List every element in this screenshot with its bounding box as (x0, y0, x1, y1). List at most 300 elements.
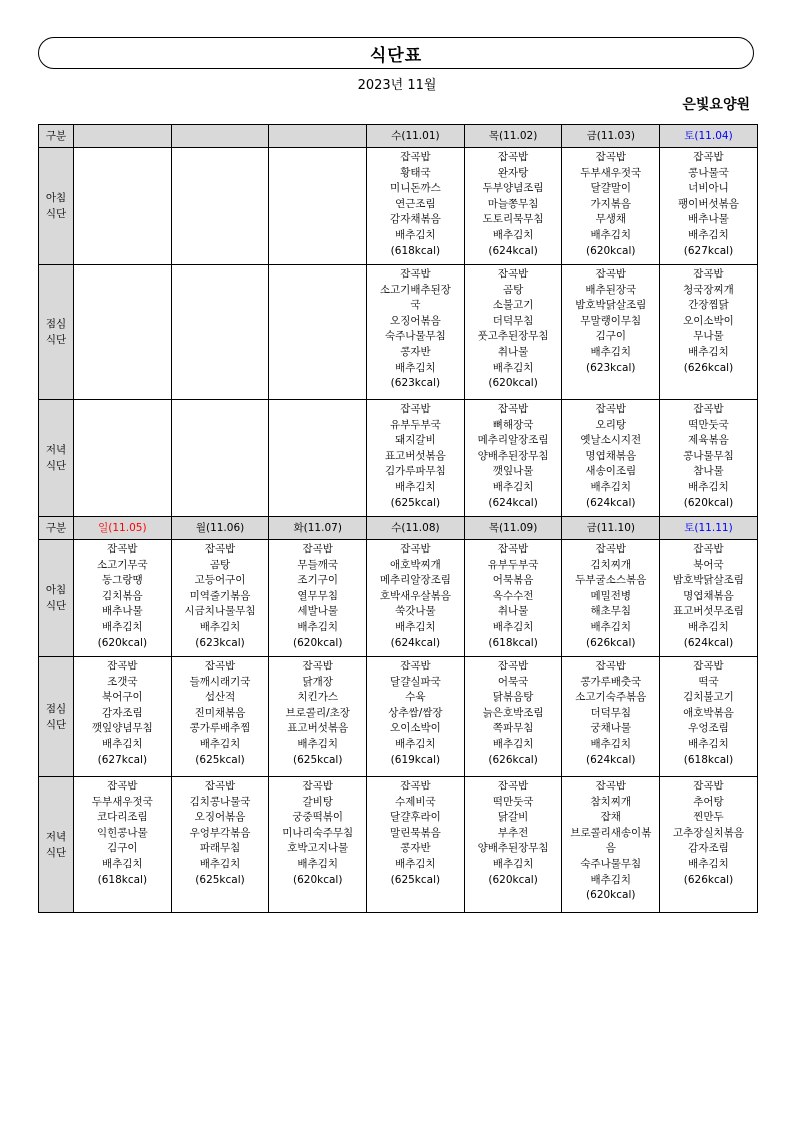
menu-line: 치킨가스 (297, 691, 338, 704)
menu-cell (562, 265, 660, 400)
menu-line: 잡곡밥 (497, 151, 529, 163)
menu-cell (269, 148, 367, 265)
day-header: 목(11.02) (464, 125, 562, 148)
menu-line: 배추김치 (395, 857, 436, 870)
menu-cell (269, 265, 367, 400)
day-header: 수(11.01) (367, 125, 465, 148)
menu-line: 잡곡밥 (400, 403, 431, 415)
menu-cell (660, 148, 758, 265)
menu-line: 미역줄기볶음 (189, 589, 251, 602)
menu-cell (74, 540, 172, 657)
menu-cell (74, 657, 172, 777)
menu-line: 배추김치 (492, 620, 534, 633)
menu-line: 세발나물 (297, 605, 338, 618)
org-name: 은빛요양원 (682, 97, 750, 113)
menu-line: 잡곡밥 (595, 268, 626, 280)
menu-line: 돼지갈비 (395, 434, 436, 447)
menu-line: (618kcal) (488, 636, 538, 649)
menu-line: 무생채 (595, 213, 626, 226)
menu-line: 새송이조림 (585, 465, 637, 478)
menu-cell (464, 540, 562, 657)
menu-line: (623kcal) (586, 361, 636, 374)
menu-line: 아침 (45, 192, 67, 204)
menu-line: 숙주나물무침 (384, 330, 446, 343)
menu-line: 배추김치 (199, 857, 241, 870)
menu-table-body (39, 125, 758, 913)
menu-line: 표고버섯무조림 (672, 605, 744, 618)
meal-row (39, 400, 758, 517)
menu-line: 잡곡밥 (400, 780, 431, 792)
menu-line: 양배추된장무침 (477, 449, 549, 462)
menu-line: 깻잎나물 (492, 465, 534, 478)
menu-line: 황태국 (400, 166, 431, 179)
menu-line: 배추김치 (395, 620, 436, 633)
menu-cell (74, 148, 172, 265)
menu-line: 무들깨국 (297, 558, 338, 571)
menu-line: (624kcal) (586, 753, 636, 766)
menu-line: (620kcal) (586, 889, 636, 902)
menu-line: 잡곡밥 (693, 543, 724, 555)
menu-cell (562, 400, 660, 517)
menu-line: 숙주나물무침 (580, 857, 642, 870)
menu-line: 들깨시래기국 (189, 675, 251, 688)
menu-line: (619kcal) (390, 753, 441, 766)
menu-line: 닭갈비 (497, 811, 529, 824)
day-header: 토(11.11) (660, 517, 758, 540)
menu-line: (618kcal) (390, 244, 441, 257)
menu-line: 국 (410, 299, 421, 312)
meal-label (39, 265, 74, 400)
menu-line: 식단 (45, 846, 67, 859)
menu-line: 배추김치 (395, 361, 436, 374)
menu-line: (625kcal) (390, 873, 441, 886)
menu-cell (269, 657, 367, 777)
menu-line: 배추김치 (395, 737, 436, 750)
menu-cell (171, 540, 269, 657)
menu-line: (623kcal) (390, 377, 441, 390)
day-header: 토(11.04) (660, 125, 758, 148)
menu-line: 북어구이 (102, 691, 143, 704)
menu-line: 북어국 (693, 558, 724, 571)
menu-line: 너비아니 (688, 182, 729, 195)
day-header: 수(11.08) (367, 517, 465, 540)
menu-line: 배추김치 (492, 361, 534, 374)
menu-line: 잡곡밥 (107, 660, 138, 672)
menu-line: 쪽파무침 (492, 722, 534, 735)
menu-line: 밤호박닭살조림 (575, 299, 647, 312)
menu-line: (624kcal) (488, 496, 538, 509)
menu-line: 잡곡밥 (107, 780, 138, 792)
day-header (269, 125, 367, 148)
menu-line: 부추전 (497, 826, 529, 839)
day-header: 금(11.03) (562, 125, 660, 148)
menu-line: 가지볶음 (590, 197, 632, 210)
menu-line: (625kcal) (390, 496, 441, 509)
menu-cell (660, 400, 758, 517)
menu-line: (625kcal) (195, 753, 245, 766)
menu-cell (367, 657, 465, 777)
menu-line: 배추김치 (688, 620, 729, 633)
menu-line: 메추리알장조림 (477, 434, 549, 447)
meal-row (39, 148, 758, 265)
menu-cell (464, 148, 562, 265)
menu-line: 배추김치 (199, 737, 241, 750)
menu-line: 열무무침 (297, 589, 338, 602)
menu-line: 호박고지나물 (287, 842, 349, 855)
menu-line: 잡곡밥 (693, 780, 724, 792)
menu-line: 김치찌개 (590, 558, 632, 571)
menu-line: 소고기무국 (96, 558, 148, 571)
menu-line: 궁채나물 (590, 722, 632, 735)
menu-line: 잡곡밥 (400, 268, 431, 280)
menu-line: 잡곡밥 (107, 543, 138, 555)
menu-line: 고추장실치볶음 (672, 826, 744, 839)
menu-line: 수육 (405, 691, 426, 704)
menu-cell (269, 777, 367, 913)
menu-line: 애호박볶음 (683, 706, 734, 719)
menu-line: (626kcal) (683, 361, 734, 374)
menu-line: 파래무침 (199, 842, 241, 855)
menu-line: (624kcal) (390, 636, 441, 649)
menu-line: 아침 (45, 584, 67, 596)
menu-line: 식단 (45, 460, 67, 472)
menu-line: 김가루파무침 (384, 465, 446, 478)
menu-line: 배추김치 (492, 737, 534, 750)
day-header: 일(11.05) (74, 517, 172, 540)
menu-cell (74, 265, 172, 400)
menu-line: 잡곡밥 (693, 403, 724, 415)
menu-line: 식단 (45, 600, 67, 612)
menu-line: 우엉조림 (688, 722, 729, 735)
menu-line: (624kcal) (683, 636, 734, 649)
menu-cell (367, 540, 465, 657)
menu-line: 배추김치 (492, 857, 534, 870)
menu-line: 진미채볶음 (194, 706, 246, 719)
menu-line: 잡곡밥 (204, 660, 236, 672)
menu-line: 김구이 (107, 842, 138, 855)
menu-line: 표고버섯볶음 (287, 722, 349, 735)
menu-line: 표고버섯볶음 (384, 449, 446, 462)
menu-line: 참나물 (693, 465, 724, 478)
menu-line: (620kcal) (586, 244, 636, 257)
menu-line: 감자조림 (102, 706, 143, 719)
menu-line: 배추김치 (199, 620, 241, 633)
menu-line: 점심 (45, 702, 67, 715)
menu-line: 배추김치 (297, 857, 338, 870)
menu-cell (562, 777, 660, 913)
menu-line: 점심 (45, 318, 67, 330)
menu-line: 완자탕 (497, 166, 529, 179)
menu-line: 달걀말이 (590, 182, 632, 195)
menu-line: 유부두부국 (487, 558, 539, 571)
menu-line: 배추김치 (395, 228, 436, 241)
menu-cell (367, 265, 465, 400)
menu-line: 우엉부각볶음 (189, 826, 251, 839)
menu-line: 명엽채볶음 (683, 589, 734, 602)
menu-line: 팽이버섯볶음 (678, 197, 739, 210)
menu-line: 배추김치 (102, 737, 143, 750)
menu-line: 취나물 (497, 345, 529, 358)
meal-label (39, 400, 74, 517)
menu-line: 어묵국 (497, 675, 529, 688)
menu-cell (660, 657, 758, 777)
menu-line: 연근조림 (395, 197, 436, 210)
menu-line: 깻잎양념무침 (91, 722, 153, 735)
menu-cell (464, 265, 562, 400)
menu-line: 김치볶음 (102, 589, 143, 602)
menu-line: 잡곡밥 (302, 543, 333, 555)
menu-line: 코다리조림 (96, 811, 148, 824)
menu-line: 김구이 (595, 330, 626, 343)
menu-line: 해초무침 (590, 605, 632, 618)
menu-line: 배추김치 (590, 873, 632, 886)
menu-line: (624kcal) (586, 496, 636, 509)
menu-line: 잡곡밥 (204, 780, 236, 792)
menu-line: 배추김치 (492, 480, 534, 493)
menu-line: 도토리묵무침 (482, 213, 544, 226)
menu-cell (367, 400, 465, 517)
menu-line: (620kcal) (683, 496, 734, 509)
menu-line: 양배추된장무침 (477, 842, 549, 855)
menu-line: 무말랭이무침 (580, 314, 642, 327)
meal-row (39, 265, 758, 400)
menu-line: 배추김치 (590, 345, 632, 358)
menu-line: 섭산적 (204, 691, 236, 704)
menu-line: 배추김치 (102, 857, 143, 870)
menu-line: 떡만둣국 (492, 795, 534, 808)
menu-line: 저녁 (45, 444, 67, 456)
header-label: 구분 (39, 125, 74, 148)
menu-line: 김치불고기 (683, 691, 734, 704)
menu-line: 음 (605, 842, 616, 855)
menu-line: 참치찌개 (590, 795, 632, 808)
menu-line: (626kcal) (683, 873, 734, 886)
menu-line: 두부새우젓국 (580, 166, 642, 179)
meal-row (39, 540, 758, 657)
menu-line: 닭볶음탕 (492, 691, 534, 704)
menu-cell (464, 657, 562, 777)
menu-line: 제육볶음 (688, 434, 729, 447)
menu-line: 곰탕 (209, 558, 231, 571)
menu-line: 유부두부국 (390, 418, 441, 431)
menu-line: 간장찜닭 (688, 299, 729, 312)
menu-cell (464, 400, 562, 517)
menu-line: (625kcal) (292, 753, 343, 766)
menu-line: 두부새우젓국 (91, 795, 153, 808)
menu-line: 감자채볶음 (390, 213, 441, 226)
menu-cell (74, 400, 172, 517)
menu-line: (624kcal) (488, 244, 538, 257)
menu-line: 잡곡밥 (400, 660, 431, 672)
menu-line: 두부굴소스볶음 (575, 574, 647, 587)
meal-label (39, 540, 74, 657)
menu-line: 조기구이 (297, 574, 338, 587)
menu-line: 미나리숙주무침 (282, 826, 354, 839)
day-header: 월(11.06) (171, 517, 269, 540)
menu-line: 오징어볶음 (194, 811, 246, 824)
day-header: 목(11.09) (464, 517, 562, 540)
menu-line: 잡곡밥 (595, 780, 626, 792)
menu-line: 조갯국 (107, 675, 138, 688)
menu-line: (627kcal) (97, 753, 148, 766)
menu-line: 풋고추된장무침 (477, 330, 549, 343)
menu-line: 배추나물 (102, 605, 143, 618)
menu-cell (367, 777, 465, 913)
menu-cell (269, 540, 367, 657)
menu-line: 식단 (45, 718, 67, 731)
menu-line: 오이소박이 (683, 314, 734, 327)
menu-line: 잡곡밥 (204, 543, 236, 555)
menu-line: 오리탕 (595, 418, 626, 431)
menu-line: (620kcal) (292, 873, 343, 886)
menu-line: 뼈해장국 (492, 418, 534, 431)
menu-table (38, 124, 758, 913)
menu-cell (660, 540, 758, 657)
menu-line: 잡곡밥 (497, 403, 529, 415)
menu-line: 밤호박닭살조림 (672, 574, 744, 587)
day-header: 화(11.07) (269, 517, 367, 540)
menu-line: 잡곡밥 (595, 403, 626, 415)
menu-line: 배추김치 (590, 480, 632, 493)
menu-line: 콩나물무침 (683, 449, 734, 462)
menu-line: 잡곡밥 (497, 268, 529, 280)
day-header (74, 125, 172, 148)
menu-line: 메추리알장조림 (379, 574, 451, 587)
meal-label (39, 657, 74, 777)
menu-line: 콩나물국 (688, 166, 729, 179)
menu-line: 수제비국 (395, 795, 436, 808)
menu-cell (171, 400, 269, 517)
menu-line: 익힌콩나물 (96, 826, 148, 839)
menu-cell (74, 777, 172, 913)
menu-line: 배추김치 (492, 228, 534, 241)
menu-line: 잡곡밥 (595, 660, 626, 672)
menu-line: 잡곡밥 (595, 543, 626, 555)
menu-line: 갈비탕 (302, 795, 333, 808)
menu-line: 청국장찌개 (683, 283, 734, 296)
menu-line: 잡곡밥 (302, 780, 333, 792)
menu-line: (626kcal) (586, 636, 636, 649)
menu-line: 배추김치 (590, 228, 632, 241)
menu-cell (171, 265, 269, 400)
menu-line: 달걀실파국 (390, 675, 441, 688)
menu-line: 오이소박이 (390, 722, 441, 735)
menu-line: (618kcal) (97, 873, 148, 886)
menu-line: 배추김치 (590, 737, 632, 750)
menu-line: 궁중떡볶이 (292, 811, 344, 824)
menu-line: (627kcal) (683, 244, 734, 257)
menu-line: 소고기숙주볶음 (575, 691, 647, 704)
menu-line: 마늘쫑무침 (487, 197, 539, 210)
menu-line: (618kcal) (683, 753, 734, 766)
menu-line: 옥수수전 (492, 589, 534, 602)
menu-cell (562, 657, 660, 777)
header-row (39, 125, 758, 148)
menu-line: (620kcal) (292, 636, 343, 649)
menu-line: 김치콩나물국 (189, 795, 251, 808)
menu-line: 말린묵볶음 (390, 826, 441, 839)
menu-line: 쑥갓나물 (395, 605, 436, 618)
menu-line: (620kcal) (488, 377, 538, 390)
menu-line: 잡곡밥 (400, 151, 431, 163)
menu-line: 무나물 (693, 330, 724, 343)
menu-line: 명엽채볶음 (585, 449, 637, 462)
menu-line: 더덕무침 (590, 706, 632, 719)
menu-cell (660, 265, 758, 400)
meal-label (39, 148, 74, 265)
menu-cell (562, 148, 660, 265)
menu-cell (367, 148, 465, 265)
menu-line: 동그랑땡 (102, 574, 143, 587)
menu-line: 브로콜리/초장 (285, 706, 350, 719)
menu-line: 어묵볶음 (492, 574, 534, 587)
menu-line: 배추김치 (688, 857, 729, 870)
menu-line: 식단 (45, 334, 67, 346)
menu-line: 고등어구이 (194, 574, 246, 587)
menu-line: 메밀전병 (590, 589, 632, 602)
menu-line: 늙은호박조림 (482, 706, 544, 719)
menu-line: 잡곡밥 (497, 543, 529, 555)
menu-line: 잡곡밥 (497, 660, 529, 672)
menu-line: 배추나물 (688, 213, 729, 226)
menu-line: 잡채 (600, 811, 621, 824)
menu-line: 상추쌈/쌈장 (388, 706, 443, 719)
title-box (38, 37, 754, 69)
menu-line: 잡곡밥 (693, 660, 724, 672)
menu-line: 콩자반 (400, 842, 431, 855)
menu-line: 배추김치 (688, 480, 729, 493)
menu-line: (626kcal) (488, 753, 538, 766)
menu-line: 저녁 (45, 830, 67, 843)
meal-row (39, 777, 758, 913)
menu-cell (660, 777, 758, 913)
menu-cell (464, 777, 562, 913)
header-row (39, 517, 758, 540)
page-title: 식단표 (369, 45, 423, 66)
header-label: 구분 (39, 517, 74, 540)
menu-line: (620kcal) (488, 873, 538, 886)
menu-line: 미니돈까스 (390, 182, 441, 195)
menu-line: 잡곡밥 (497, 780, 529, 792)
menu-line: 배추된장국 (585, 283, 637, 296)
menu-line: 잡곡밥 (693, 268, 724, 280)
menu-line: 곰탕 (502, 283, 524, 296)
menu-line: 배추김치 (590, 620, 632, 633)
day-header: 금(11.10) (562, 517, 660, 540)
menu-cell (269, 400, 367, 517)
menu-line: 배추김치 (297, 620, 338, 633)
menu-line: 찐만두 (693, 811, 724, 824)
menu-line: 잡곡밥 (595, 151, 626, 163)
menu-line: 소고기배추된장 (379, 283, 451, 296)
menu-line: 옛날소시지전 (580, 434, 642, 447)
menu-line: 취나물 (497, 605, 529, 618)
menu-line: 브로콜리새송이볶 (570, 826, 652, 839)
menu-cell (171, 657, 269, 777)
menu-line: 애호박찌개 (390, 558, 441, 571)
menu-line: 닭개장 (302, 675, 333, 688)
menu-line: (623kcal) (195, 636, 245, 649)
menu-line: 콩가루배추찜 (189, 722, 251, 735)
menu-cell (562, 540, 660, 657)
menu-line: 배추김치 (102, 620, 143, 633)
menu-line: 배추김치 (688, 737, 729, 750)
menu-cell (171, 777, 269, 913)
menu-line: 콩자반 (400, 345, 431, 358)
meal-row (39, 657, 758, 777)
menu-line: 떡국 (698, 675, 719, 688)
menu-line: 소불고기 (492, 299, 534, 312)
